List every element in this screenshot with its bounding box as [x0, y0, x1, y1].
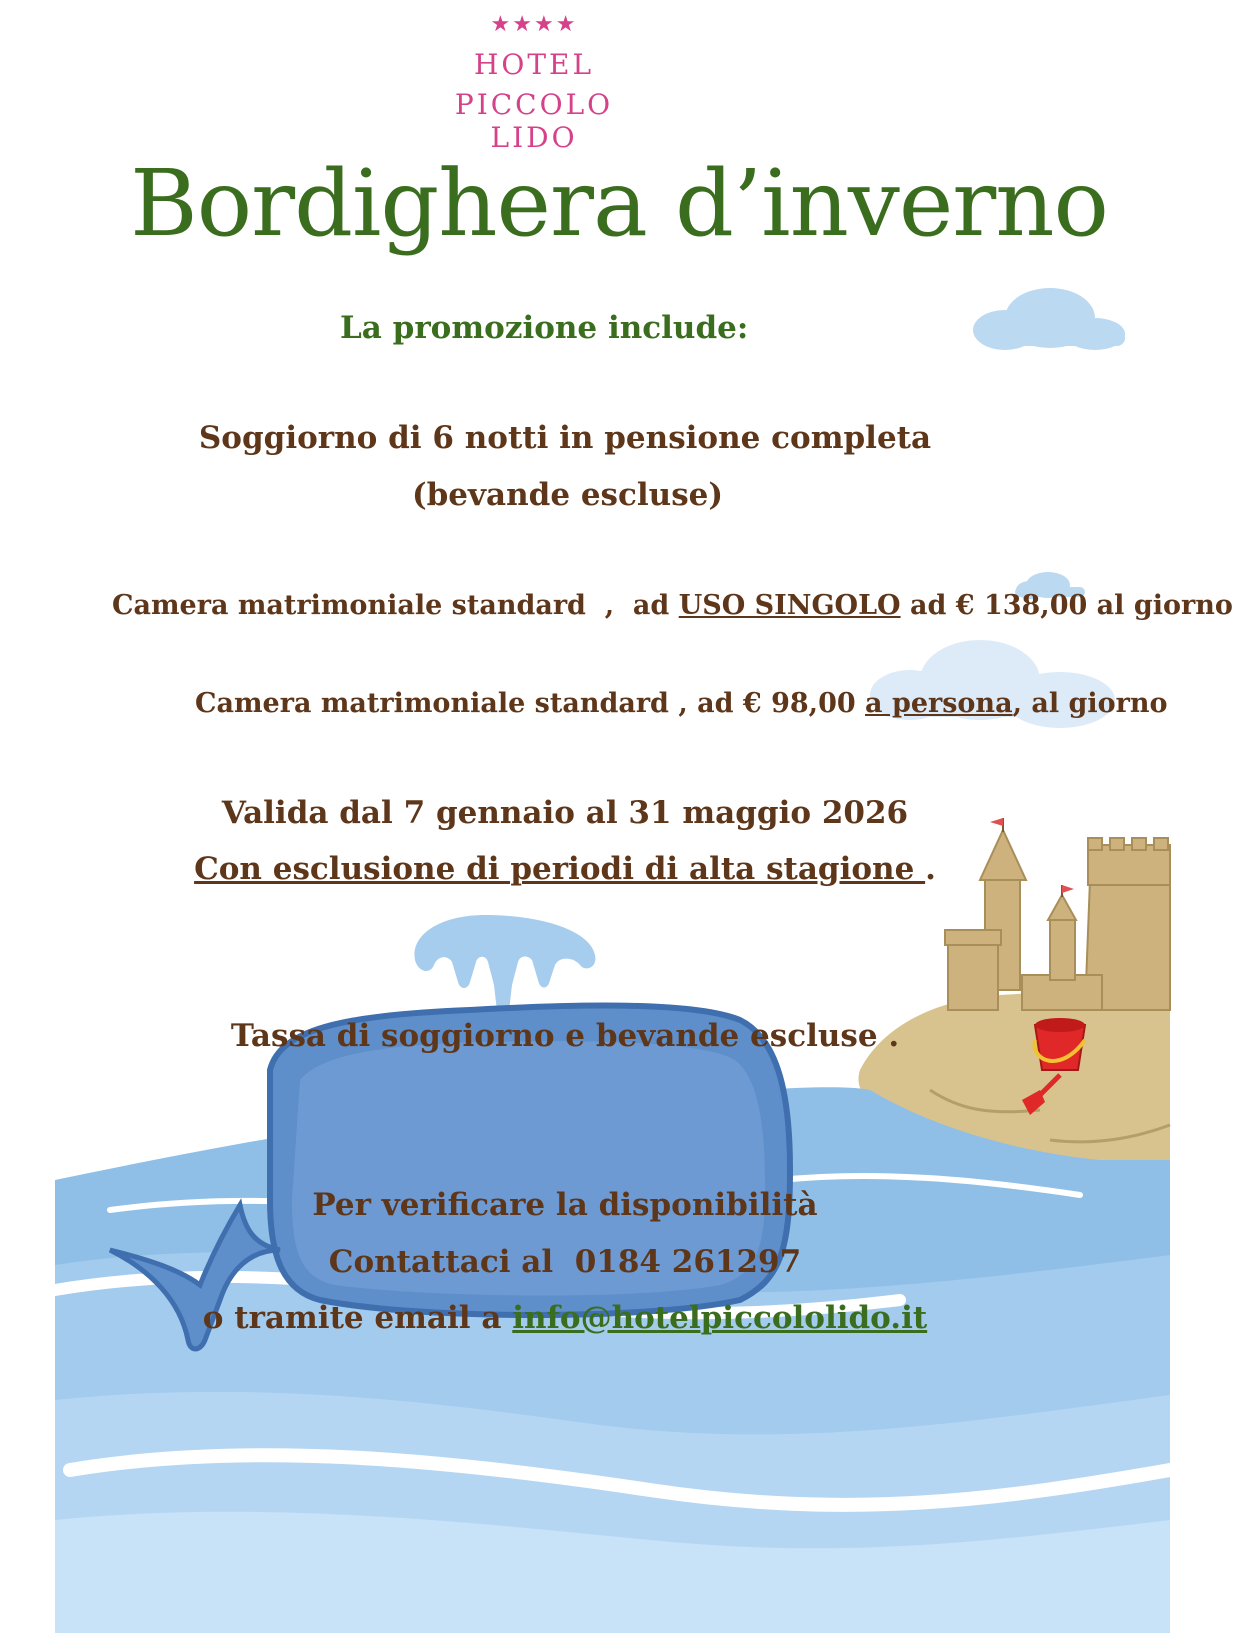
single-room-prefix: Camera matrimoniale standard , ad	[112, 590, 679, 621]
single-room-price: ad € 138,00 al giorno	[900, 590, 1233, 621]
phone-contact: Contattaci al 0184 261297	[328, 1244, 802, 1280]
availability-text: Per verificare la disponibilità	[312, 1187, 818, 1223]
cloud-icon	[973, 288, 1125, 350]
stay-note: (bevande escluse)	[411, 477, 724, 513]
email-contact	[0, 1300, 1130, 1336]
per-person-label: a persona	[865, 688, 1013, 719]
validity-dates: Valida dal 7 gennaio al 31 maggio 2026	[221, 795, 909, 831]
double-room-suffix: , al giorno	[1012, 688, 1168, 719]
logo-name: PICCOLO LIDO	[454, 88, 614, 154]
single-room-offer	[112, 590, 1233, 621]
promo-heading: La promozione include:	[340, 310, 749, 346]
logo-hotel: HOTEL	[473, 48, 595, 81]
double-room-prefix: Camera matrimoniale standard , ad € 98,00	[195, 688, 866, 719]
rating-stars: ★★★★	[490, 12, 578, 37]
stay-description: Soggiorno di 6 notti in pensione completa	[198, 420, 932, 456]
email-link[interactable]: info@hotelpiccololido.it	[512, 1300, 928, 1336]
high-season-exclusion: Con esclusione di periodi di alta stagione	[194, 851, 926, 887]
single-use-label: USO SINGOLO	[678, 590, 901, 621]
page-title: Bordighera d’inverno	[130, 150, 1108, 257]
email-prefix: o tramite email a	[202, 1300, 513, 1336]
tax-note: Tassa di soggiorno e bevande escluse .	[230, 1018, 900, 1054]
double-room-offer	[195, 688, 1168, 719]
validity-exclusion: Con esclusione di periodi di alta stagione .	[194, 851, 936, 887]
